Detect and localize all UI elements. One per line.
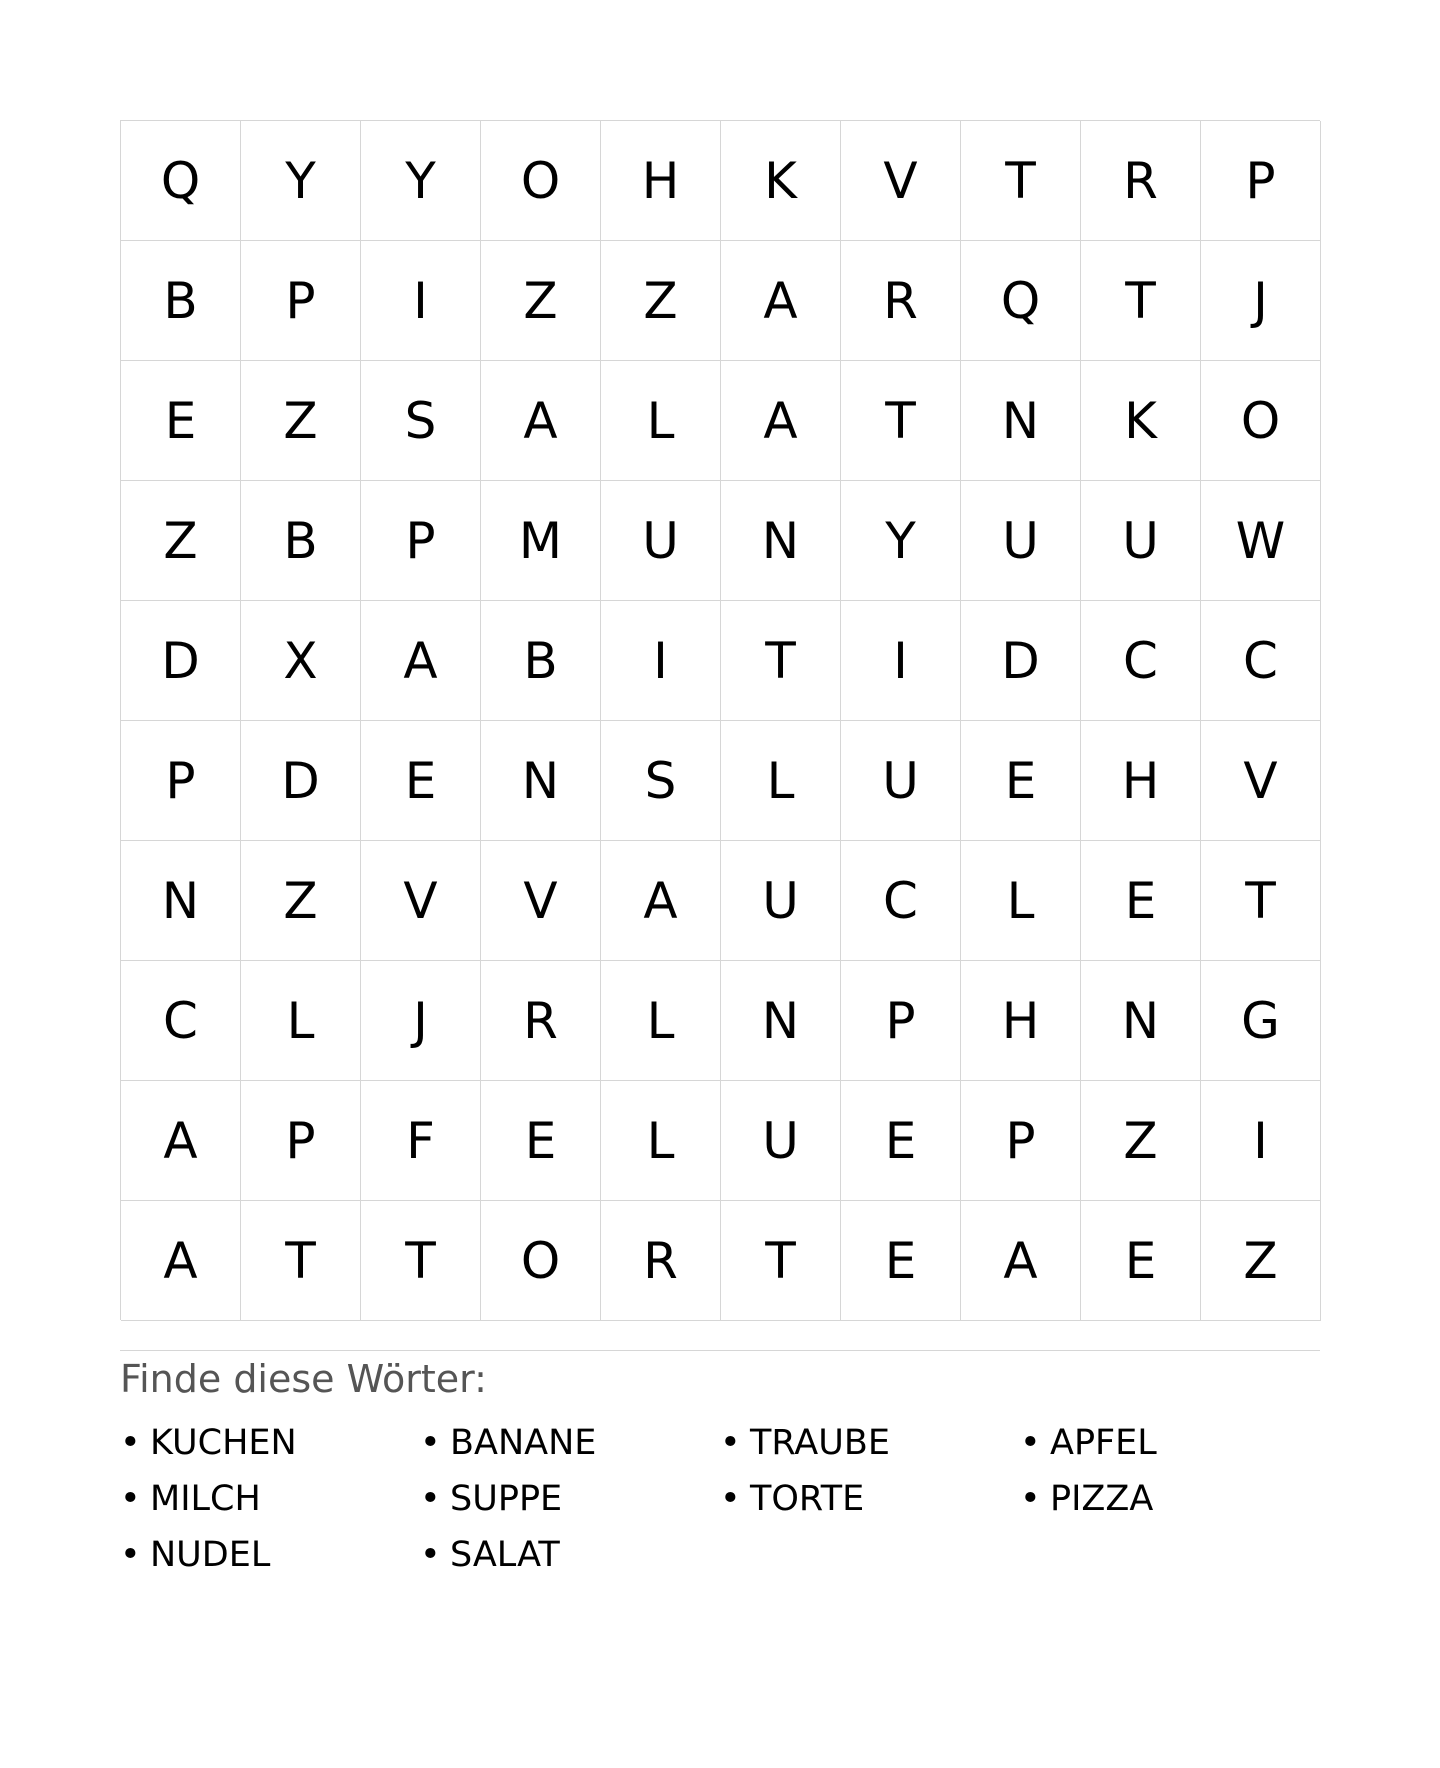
grid-cell[interactable]: O [1201,361,1321,481]
grid-cell[interactable]: J [1201,241,1321,361]
word-list-item [420,1527,720,1583]
grid-cell[interactable]: B [121,241,241,361]
grid-cell[interactable]: V [361,841,481,961]
word-list [120,1415,1320,1583]
grid-cell[interactable]: T [1201,841,1321,961]
grid-cell[interactable]: C [841,841,961,961]
grid-cell[interactable]: P [961,1081,1081,1201]
grid-cell[interactable]: L [601,961,721,1081]
grid-cell[interactable]: E [1081,1201,1201,1321]
word-label: SALAT [450,1535,560,1575]
grid-cell[interactable]: Y [361,121,481,241]
grid-cell[interactable]: K [721,121,841,241]
grid-cell[interactable]: S [601,721,721,841]
grid-cell[interactable]: N [121,841,241,961]
grid-cell[interactable]: D [241,721,361,841]
grid-cell[interactable]: Z [121,481,241,601]
bullet-icon: • [420,1535,441,1575]
grid-cell[interactable]: T [721,601,841,721]
word-list-item [1020,1415,1320,1471]
word-label: TORTE [750,1479,865,1519]
grid-cell[interactable]: D [961,601,1081,721]
grid-cell[interactable]: Z [1081,1081,1201,1201]
grid-cell[interactable]: E [1081,841,1201,961]
grid-cell[interactable]: E [361,721,481,841]
grid-cell[interactable]: N [1081,961,1201,1081]
grid-cell[interactable]: I [841,601,961,721]
word-label: APFEL [1050,1423,1157,1463]
grid-cell[interactable]: N [721,961,841,1081]
word-label: PIZZA [1050,1479,1154,1519]
grid-cell[interactable]: T [1081,241,1201,361]
word-list-item [120,1527,420,1583]
grid-cell[interactable]: J [361,961,481,1081]
grid-cell[interactable]: U [601,481,721,601]
grid-cell[interactable]: N [961,361,1081,481]
grid-cell[interactable]: I [361,241,481,361]
word-list-item [120,1471,420,1527]
grid-cell[interactable]: Y [841,481,961,601]
bullet-icon: • [720,1423,741,1463]
grid-cell[interactable]: H [1081,721,1201,841]
grid-cell[interactable]: U [1081,481,1201,601]
word-label: NUDEL [150,1535,271,1575]
grid-cell[interactable]: R [481,961,601,1081]
grid-cell[interactable]: A [961,1201,1081,1321]
grid-cell[interactable]: H [961,961,1081,1081]
words-title: Finde diese Wörter: [120,1357,487,1401]
grid-cell[interactable]: P [241,241,361,361]
grid-cell[interactable]: A [361,601,481,721]
word-label: SUPPE [450,1479,563,1519]
grid-cell[interactable]: V [1201,721,1321,841]
letter-grid [120,120,1320,1320]
grid-cell[interactable]: K [1081,361,1201,481]
grid-cell[interactable]: Z [481,241,601,361]
bullet-icon: • [120,1423,141,1463]
grid-cell[interactable]: U [961,481,1081,601]
word-list-item [720,1471,1020,1527]
grid-cell[interactable]: U [721,841,841,961]
grid-cell[interactable]: B [481,601,601,721]
grid-cell[interactable]: V [841,121,961,241]
grid-cell[interactable]: T [241,1201,361,1321]
word-search-page [120,120,1320,1583]
grid-cell[interactable]: I [1201,1081,1321,1201]
grid-cell[interactable]: H [601,121,721,241]
grid-cell[interactable]: Z [241,361,361,481]
word-label: TRAUBE [750,1423,890,1463]
word-list-item [420,1415,720,1471]
grid-cell[interactable]: X [241,601,361,721]
grid-cell[interactable]: M [481,481,601,601]
grid-cell[interactable]: Y [241,121,361,241]
grid-cell[interactable]: Q [961,241,1081,361]
grid-cell[interactable]: R [1081,121,1201,241]
grid-cell[interactable]: P [841,961,961,1081]
grid-cell[interactable]: P [121,721,241,841]
grid-cell[interactable]: D [121,601,241,721]
grid-cell[interactable]: Z [241,841,361,961]
grid-cell[interactable]: V [481,841,601,961]
bullet-icon: • [120,1535,141,1575]
grid-cell[interactable]: L [721,721,841,841]
grid-cell[interactable]: W [1201,481,1321,601]
grid-cell[interactable]: I [601,601,721,721]
grid-cell[interactable]: U [721,1081,841,1201]
word-label: MILCH [150,1479,261,1519]
grid-cell[interactable]: C [1201,601,1321,721]
bullet-icon: • [1020,1479,1041,1519]
grid-cell[interactable]: N [721,481,841,601]
grid-cell[interactable]: L [241,961,361,1081]
grid-cell[interactable]: E [481,1081,601,1201]
word-list-item [120,1415,420,1471]
bullet-icon: • [1020,1423,1041,1463]
grid-cell[interactable]: A [121,1081,241,1201]
grid-cell[interactable]: O [481,1201,601,1321]
divider [120,1350,1320,1351]
grid-cell[interactable]: S [361,361,481,481]
bullet-icon: • [420,1423,441,1463]
bullet-icon: • [120,1479,141,1519]
grid-cell[interactable]: P [361,481,481,601]
word-label: KUCHEN [150,1423,297,1463]
grid-cell[interactable]: C [121,961,241,1081]
grid-cell[interactable]: E [841,1201,961,1321]
word-list-item [1020,1471,1320,1527]
bullet-icon: • [720,1479,741,1519]
grid-cell[interactable]: E [961,721,1081,841]
grid-cell[interactable]: E [121,361,241,481]
grid-cell[interactable]: G [1201,961,1321,1081]
grid-cell[interactable]: P [1201,121,1321,241]
grid-cell[interactable]: R [841,241,961,361]
grid-cell[interactable]: T [721,1201,841,1321]
grid-cell[interactable]: B [241,481,361,601]
grid-cell[interactable]: Z [601,241,721,361]
word-list-item [720,1415,1020,1471]
word-label: BANANE [450,1423,597,1463]
grid-cell[interactable]: A [121,1201,241,1321]
word-list-item [420,1471,720,1527]
grid-cell[interactable]: P [241,1081,361,1201]
grid-cell[interactable]: Q [121,121,241,241]
grid-cell[interactable]: C [1081,601,1201,721]
grid-cell[interactable]: A [721,241,841,361]
grid-cell[interactable]: A [721,361,841,481]
grid-cell[interactable]: Z [1201,1201,1321,1321]
grid-cell[interactable]: F [361,1081,481,1201]
grid-cell[interactable]: T [961,121,1081,241]
grid-cell[interactable]: A [481,361,601,481]
bullet-icon: • [420,1479,441,1519]
grid-cell[interactable]: N [481,721,601,841]
grid-cell[interactable]: L [961,841,1081,961]
grid-cell[interactable]: O [481,121,601,241]
grid-cell[interactable]: L [601,361,721,481]
grid-cell[interactable]: L [601,1081,721,1201]
grid-cell[interactable]: A [601,841,721,961]
grid-cell[interactable]: U [841,721,961,841]
grid-cell[interactable]: T [361,1201,481,1321]
grid-cell[interactable]: T [841,361,961,481]
grid-cell[interactable]: R [601,1201,721,1321]
grid-cell[interactable]: E [841,1081,961,1201]
